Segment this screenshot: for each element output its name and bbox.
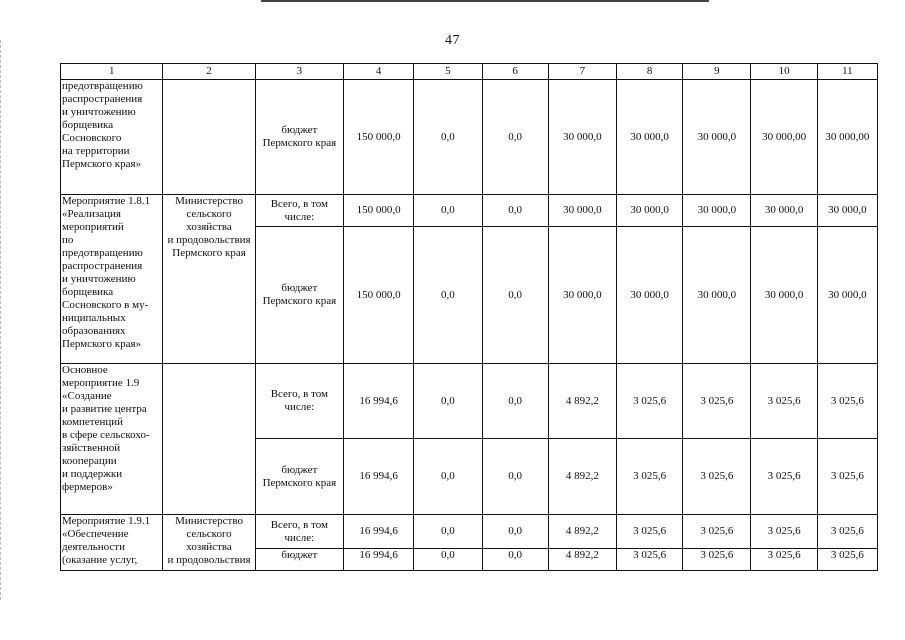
funding-source-cell: Всего, в том числе:	[255, 515, 343, 549]
value-cell: 3 025,6	[751, 549, 817, 571]
value-cell: 4 892,2	[548, 364, 616, 439]
value-cell: 0,0	[414, 439, 482, 515]
executor-cell: Министерство сельского хозяйства и продовольствия Пермского края	[163, 195, 255, 364]
table-row	[61, 195, 878, 227]
value-cell: 3 025,6	[817, 549, 877, 571]
executor-cell	[163, 364, 255, 515]
value-cell: 0,0	[414, 80, 482, 195]
budget-table	[60, 63, 878, 571]
table-row	[61, 364, 878, 439]
binding-edge-line	[0, 40, 1, 600]
value-cell: 0,0	[482, 515, 548, 549]
value-cell: 3 025,6	[617, 549, 683, 571]
value-cell: 3 025,6	[683, 515, 751, 549]
funding-source-cell: Всего, в том числе:	[255, 364, 343, 439]
value-cell: 150 000,0	[344, 195, 414, 227]
value-cell: 30 000,0	[751, 195, 817, 227]
value-cell: 3 025,6	[817, 515, 877, 549]
value-cell: 0,0	[414, 515, 482, 549]
value-cell: 16 994,6	[344, 549, 414, 571]
column-header: 9	[683, 64, 751, 80]
activity-name-cell: Основное мероприятие 1.9 «Создание и развитие центра компетенций в сфере сельскохо- зяйственной кооперации и поддержки фермеров»	[61, 364, 163, 515]
value-cell: 0,0	[482, 80, 548, 195]
value-cell: 30 000,0	[548, 195, 616, 227]
value-cell: 30 000,0	[548, 80, 616, 195]
table-row	[61, 515, 878, 549]
value-cell: 30 000,0	[817, 227, 877, 364]
column-header: 4	[344, 64, 414, 80]
executor-cell	[163, 80, 255, 195]
value-cell: 3 025,6	[751, 364, 817, 439]
value-cell: 0,0	[482, 195, 548, 227]
value-cell: 16 994,6	[344, 439, 414, 515]
column-header: 1	[61, 64, 163, 80]
funding-source-cell: бюджет Пермского края	[255, 80, 343, 195]
value-cell: 3 025,6	[683, 549, 751, 571]
value-cell: 3 025,6	[617, 364, 683, 439]
value-cell: 16 994,6	[344, 515, 414, 549]
column-header: 10	[751, 64, 817, 80]
activity-name-cell: Мероприятие 1.9.1 «Обеспечение деятельности (оказание услуг,	[61, 515, 163, 571]
activity-name-cell: Мероприятие 1.8.1 «Реализация мероприятий по предотвращению распространения и уничтожению борщевика Сосновского в му- ниципальных образованиях Пермского края»	[61, 195, 163, 364]
value-cell: 150 000,0	[344, 227, 414, 364]
activity-name-cell: предотвращению распространения и уничтожению борщевика Сосновского на территории Пермского края»	[61, 80, 163, 195]
value-cell: 30 000,0	[617, 227, 683, 364]
value-cell: 3 025,6	[683, 439, 751, 515]
column-header: 8	[617, 64, 683, 80]
value-cell: 4 892,2	[548, 549, 616, 571]
funding-source-cell: бюджет Пермского края	[255, 439, 343, 515]
value-cell: 30 000,0	[751, 227, 817, 364]
funding-source-cell: бюджет Пермского края	[255, 227, 343, 364]
value-cell: 0,0	[482, 439, 548, 515]
column-header: 6	[482, 64, 548, 80]
value-cell: 3 025,6	[683, 364, 751, 439]
value-cell: 3 025,6	[751, 439, 817, 515]
value-cell: 30 000,0	[817, 195, 877, 227]
value-cell: 0,0	[414, 227, 482, 364]
value-cell: 3 025,6	[751, 515, 817, 549]
page-number: 47	[445, 33, 460, 48]
value-cell: 0,0	[414, 195, 482, 227]
header-row	[61, 64, 878, 80]
value-cell: 4 892,2	[548, 515, 616, 549]
value-cell: 30 000,00	[817, 80, 877, 195]
value-cell: 30 000,0	[548, 227, 616, 364]
column-header: 11	[817, 64, 877, 80]
value-cell: 3 025,6	[617, 439, 683, 515]
column-header: 2	[163, 64, 255, 80]
column-header: 7	[548, 64, 616, 80]
value-cell: 30 000,0	[617, 80, 683, 195]
value-cell: 0,0	[482, 549, 548, 571]
value-cell: 16 994,6	[344, 364, 414, 439]
value-cell: 0,0	[414, 549, 482, 571]
value-cell: 0,0	[482, 227, 548, 364]
value-cell: 30 000,0	[683, 195, 751, 227]
funding-source-cell: бюджет	[255, 549, 343, 571]
table-row	[61, 80, 878, 195]
column-header: 5	[414, 64, 482, 80]
value-cell: 30 000,0	[683, 227, 751, 364]
value-cell: 0,0	[482, 364, 548, 439]
value-cell: 30 000,0	[683, 80, 751, 195]
value-cell: 4 892,2	[548, 439, 616, 515]
value-cell: 150 000,0	[344, 80, 414, 195]
top-rule	[261, 0, 709, 2]
executor-cell: Министерство сельского хозяйства и продовольствия	[163, 515, 255, 571]
value-cell: 3 025,6	[617, 515, 683, 549]
value-cell: 0,0	[414, 364, 482, 439]
value-cell: 30 000,00	[751, 80, 817, 195]
value-cell: 30 000,0	[617, 195, 683, 227]
value-cell: 3 025,6	[817, 439, 877, 515]
value-cell: 3 025,6	[817, 364, 877, 439]
column-header: 3	[255, 64, 343, 80]
funding-source-cell: Всего, в том числе:	[255, 195, 343, 227]
